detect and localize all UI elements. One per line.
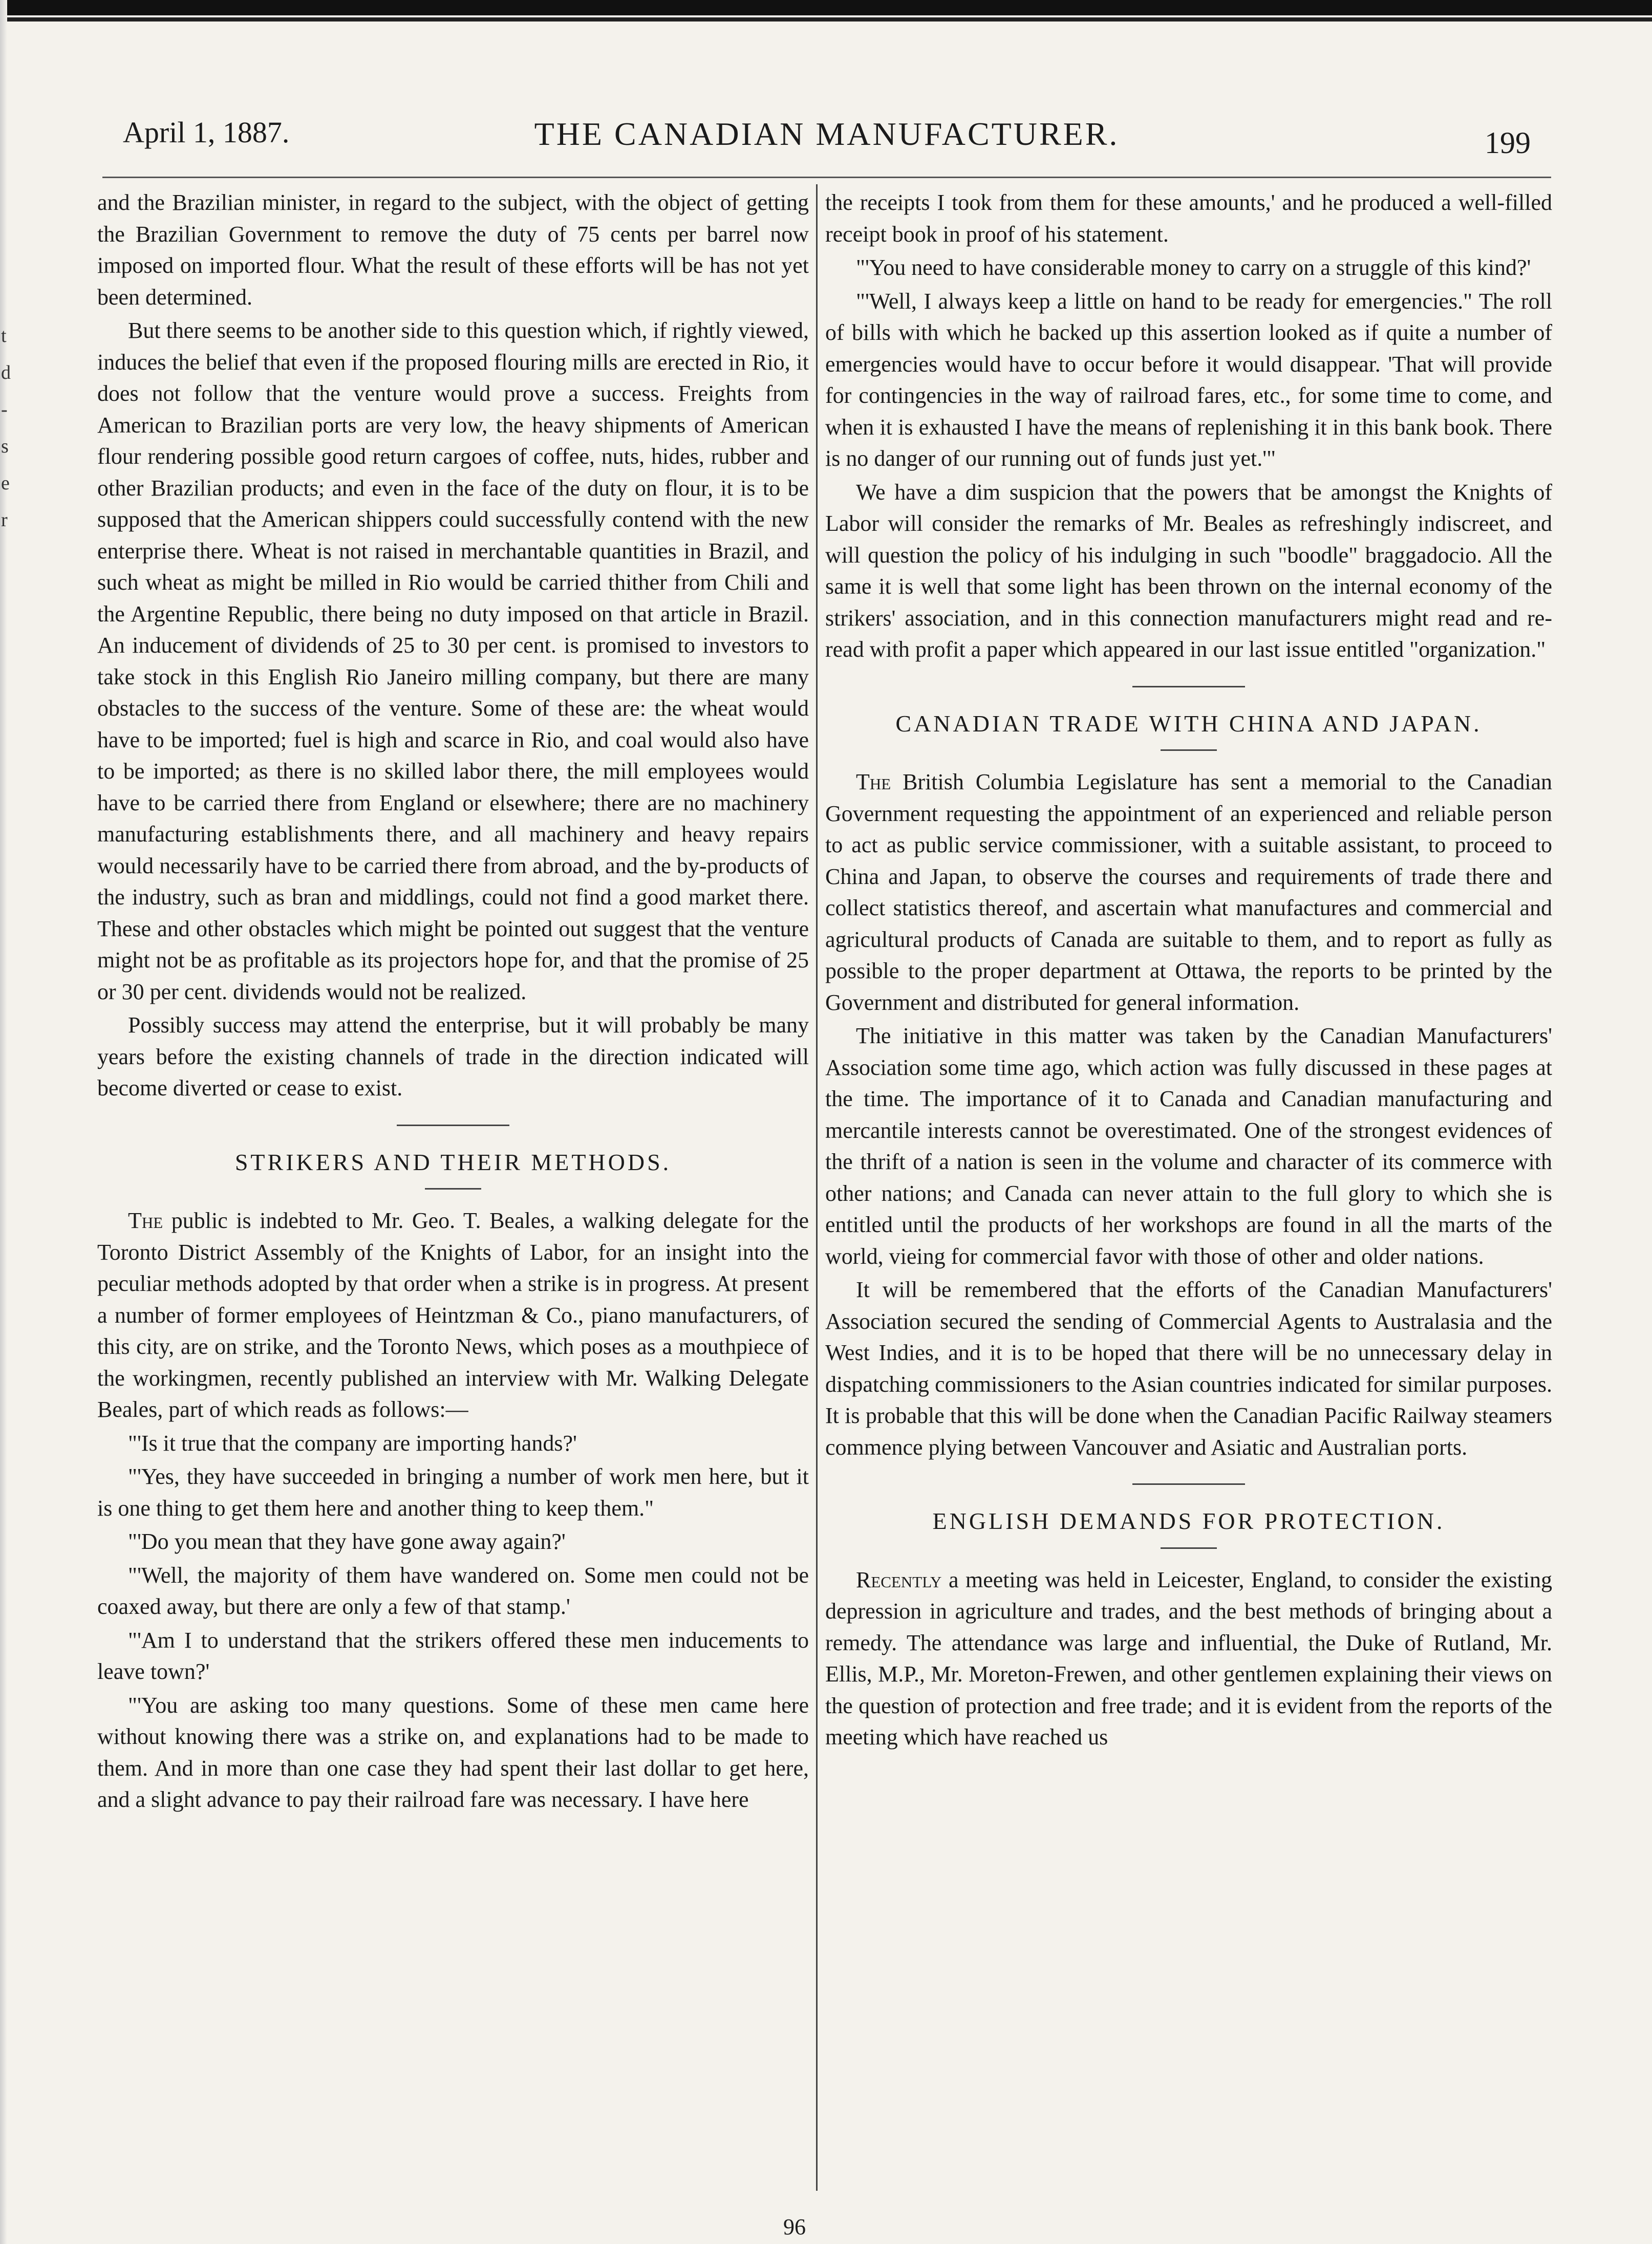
quote-line: "'Well, I always keep a little on hand to be ready for emergencies." The roll of bills with which he backed up this assertion looked as if quite a number of emergencies would have to occur before it would disappear. 'That will provide for contingencies in the way of railroad fares, etc., for some time to come, and when it is exhausted I have the means of replenishing it in this bank book. There is no danger of our running out of funds just yet.'" [825,288,1552,471]
lead-word: The [128,1208,163,1233]
paragraph: But there seems to be another side to this question which, if rightly viewed, induces the belief that even if the proposed flouring mills are erected in Rio, it does not follow that the venture would prove a success. Freights from American to Brazilian ports are very low, the heavy shipments of American flour rendering possible good return cargoes of coffee, nuts, hides, rubber and other Brazilian products; and even in the face of the duty on flour, it is to be supposed that the American shippers could successfully contend with the new enterprise there. Wheat is not raised in merchantable quantities in Brazil, and such wheat as might be milled in Rio would be carried thither from Chili and the Argentine Republic, there being no duty imposed on that article in Brazil. An inducement of dividends of 25 to 30 per cent. is promised to investors to take stock in this English Rio Janeiro milling company, but there are many obstacles to the success of the venture. Some of these are: the wheat would have to be imported; fuel is high and scarce in Rio, and coal would also have to be imported; as there is no skilled labor there, the mill employees would have to be carried there from England or elsewhere; there are no machinery manufacturing establishments there, and all machinery and heavy repairs would necessarily have to be carried there from abroad, and the by-products of the industry, such as bran and middlings, could not find a good market there. These and other obstacles which might be pointed out suggest that the venture might not be as profitable as its projectors hope for, and that the promise of 25 or 30 per cent. dividends would not be realized. [97,318,809,1004]
page-header [102,115,1551,171]
paragraph-text: a meeting was held in Leicester, England, to consider the existing depression in agriculture and trades, and the best methods of bringing about a remedy. The attendance was large and influential, the Duke of Rutland, Mr. Ellis, M.P., Mr. Moreton-Frewen, and other gentlemen explaining their views on the question of protection and free trade; and it is evident from the reports of the meeting which have reached us [825,1567,1552,1750]
paragraph [825,766,1552,1018]
section-heading: STRIKERS AND THEIR METHODS. [234,1149,672,1175]
lead-word: Recently [856,1567,942,1592]
quote-line: "'Do you mean that they have gone away again?' [128,1529,566,1554]
heading-rule [425,1188,481,1190]
paragraph: Possibly success may attend the enterprise, but it will probably be many years before the existing channels of trade in the direction indicated will become diverted or cease to exist. [97,1012,809,1101]
paragraph-text: British Columbia Legislature has sent a memorial to the Canadian Government requesting the appointment of an experienced and reliable person to act as public service commissioner, with a suitable assistant, to proceed to China and Japan, to observe the courses and requirements of trade there and collect statistics thereof, and ascertain what manufactures and commercial and agricultural products of Canada are suitable to them, and to report as fully as possible to the proper department at Ottawa, the reports to be printed by the Government and distributed for general information. [825,769,1552,1015]
section-rule [1132,686,1245,687]
paragraph [825,1564,1552,1753]
paragraph-text: public is indebted to Mr. Geo. T. Beales, a walking delegate for the Toronto District Assembly of the Knights of Labor, for an insight into the peculiar methods adopted by that order when a strike is in progress. At present a number of former employees of Heintzman & Co., piano manufacturers, of this city, are on strike, and the Toronto News, which poses as a mouthpiece of the workingmen, recently published an interview with Mr. Walking Delegate Beales, part of which reads as follows:— [97,1208,809,1422]
top-scan-border-lower [0,17,1652,21]
paragraph [97,1205,809,1426]
quote-line: "'Yes, they have succeeded in bringing a number of work men here, but it is one thing to get them here and another thing to keep them." [97,1464,809,1521]
top-scan-border [0,0,1652,15]
folio-number: 96 [783,2214,806,2239]
header-rule [102,177,1551,178]
section-rule [397,1125,509,1126]
column-divider [816,184,818,2191]
right-column [825,187,1552,1755]
lead-word: The [856,769,891,794]
quote-line: "'You need to have considerable money to carry on a struggle of this kind?' [856,255,1531,280]
journal-title: THE CANADIAN MANUFACTURER. [534,116,1120,152]
quote-line: "'Well, the majority of them have wandered on. Some men could not be coaxed away, but there are only a few of that stamp.' [97,1562,809,1619]
section-heading: ENGLISH DEMANDS FOR PROTECTION. [932,1508,1445,1534]
section-rule [1132,1483,1245,1485]
quote-line: "'Is it true that the company are importing hands?' [128,1430,577,1456]
paragraph: It will be remembered that the efforts of the Canadian Manufacturers' Association secured the sending of Commercial Agents to Australasia and the West Indies, and it is to be hoped that there will be no unnecessary delay in dispatching commissioners to the Asian countries indicated for similar purposes. It is probable that this will be done when the Canadian Pacific Railway steamers commence plying between Vancouver and Asiatic and Australian ports. [825,1277,1552,1460]
quote-line: "'Am I to understand that the strikers offered these men inducements to leave town?' [97,1627,809,1684]
page-number: 199 [1485,126,1531,160]
left-column [97,187,809,1818]
quote-line: "'You are asking too many questions. Some of these men came here without knowing there was a strike on, and explanations had to be made to them. And in more than one case they had spent their last dollar to get here, and a slight advance to pay their railroad fare was necessary. I have here [97,1692,809,1812]
heading-rule [1161,749,1217,751]
paragraph: We have a dim suspicion that the powers that be amongst the Knights of Labor will consider the remarks of Mr. Beales as refreshingly indiscreet, and will question the policy of his indulging in such "boodle" braggadocio. All the same it is well that some light has been thrown on the internal economy of the strikers' association, and in this connection manufacturers might read and re-read with profit a paper which appeared in our last issue entitled "organization." [825,479,1552,662]
margin-marks: t d - s e r [1,325,11,531]
paragraph: and the Brazilian minister, in regard to the subject, with the object of getting the Brazilian Government to remove the duty of 75 cents per barrel now imposed on imported flour. What the result of these efforts will be has not yet been determined. [97,190,809,310]
paragraph: the receipts I took from them for these amounts,' and he produced a well-filled receipt book in proof of his statement. [825,190,1552,247]
heading-rule [1161,1547,1217,1549]
paragraph: The initiative in this matter was taken by the Canadian Manufacturers' Association some time ago, which action was fully discussed in these pages at the time. The importance of it to Canada and Canadian manufacturing and mercantile interests cannot be overestimated. One of the strongest evidences of the thrift of a nation is seen in the volume and character of its commerce with other nations; and Canada can never attain to the full glory to which she is entitled until the products of her workshops are found in all the marts of the world, vieing for commercial favor with those of other and older nations. [825,1023,1552,1269]
section-heading: CANADIAN TRADE WITH CHINA AND JAPAN. [895,710,1482,737]
issue-date: April 1, 1887. [123,116,290,149]
